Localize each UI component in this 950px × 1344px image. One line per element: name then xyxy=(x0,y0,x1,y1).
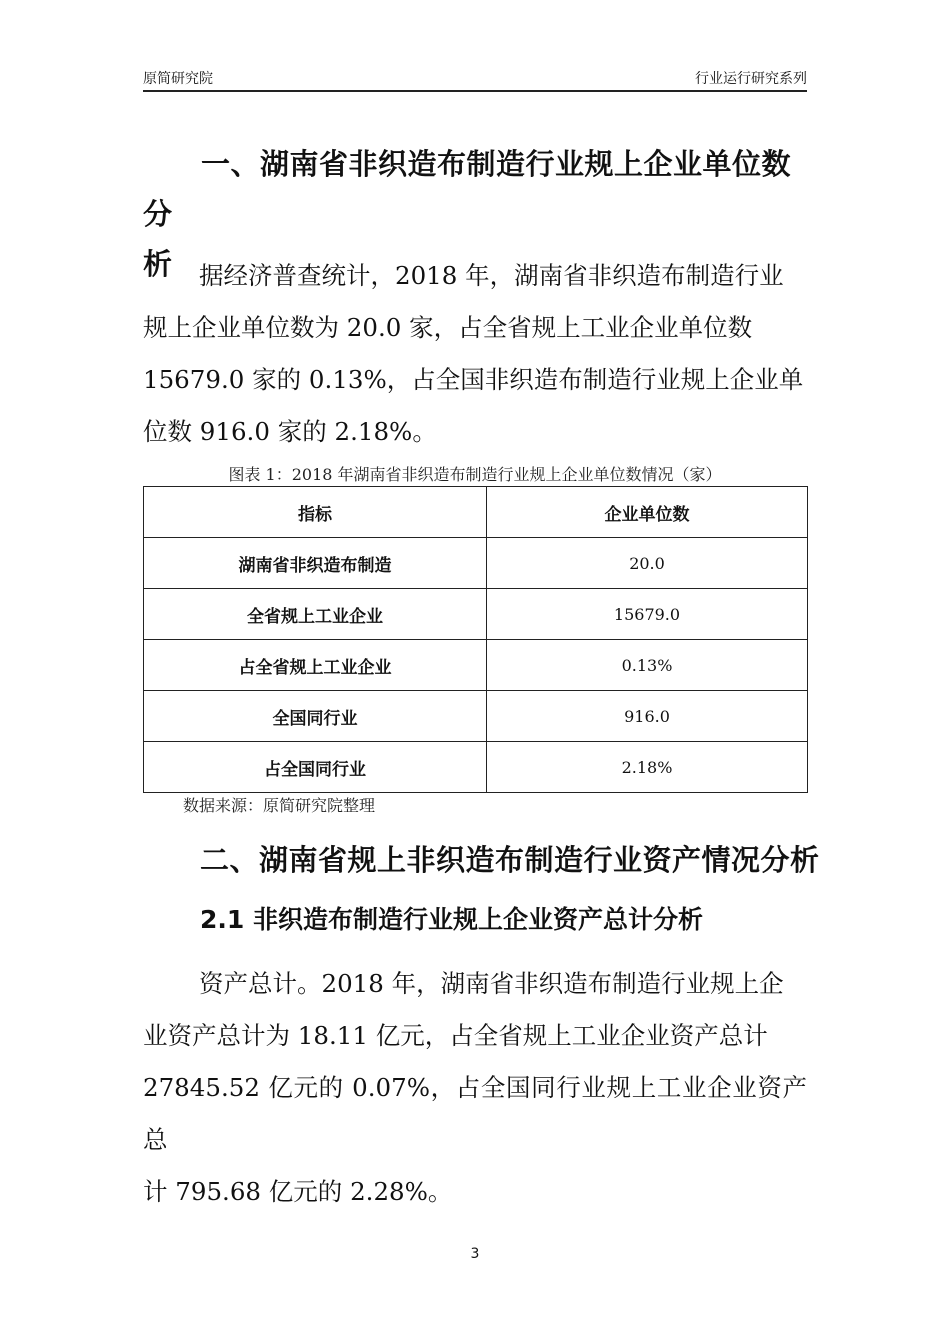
header-org-name: 原简研究院 xyxy=(143,71,213,87)
section1-heading-line2: 析 xyxy=(143,247,173,281)
table-row xyxy=(144,691,808,742)
section2-paragraph xyxy=(143,958,807,1218)
section1-para-line: 15679.0 家的 0.13%，占全国非织造布制造行业规上企业单 xyxy=(143,365,804,394)
table-header-row xyxy=(144,487,808,538)
section1-para-line: 据经济普查统计，2018 年，湖南省非织造布制造行业 xyxy=(199,261,784,290)
section2-1-subheading: 2.1 非织造布制造行业规上企业资产总计分析 xyxy=(200,905,703,934)
table-row xyxy=(144,742,808,793)
column-header-count: 企业单位数 xyxy=(487,487,808,538)
section2-para-line: 27845.52 亿元的 0.07%，占全国同行业规上工业企业资产总 xyxy=(143,1073,807,1154)
section1-para-line: 位数 916.0 家的 2.18%。 xyxy=(143,417,437,446)
row-label: 占全省规上工业企业 xyxy=(144,640,487,691)
enterprise-count-table xyxy=(143,486,808,793)
row-label: 占全国同行业 xyxy=(144,742,487,793)
row-value: 20.0 xyxy=(487,538,808,589)
section2-heading xyxy=(200,835,820,885)
table-row xyxy=(144,589,808,640)
table-row xyxy=(144,538,808,589)
row-label: 全省规上工业企业 xyxy=(144,589,487,640)
data-source-note: 数据来源：原简研究院整理 xyxy=(183,796,376,815)
section1-heading-line1: 一、湖南省非织造布制造行业规上企业单位数分 xyxy=(143,147,792,231)
section2-para-line: 业资产总计为 18.11 亿元，占全省规上工业企业资产总计 xyxy=(143,1021,768,1050)
page-number: 3 xyxy=(470,1246,480,1262)
row-value: 916.0 xyxy=(487,691,808,742)
table-row xyxy=(144,640,808,691)
column-header-indicator: 指标 xyxy=(144,487,487,538)
section1-para-line: 规上企业单位数为 20.0 家，占全省规上工业企业单位数 xyxy=(143,313,753,342)
row-value: 2.18% xyxy=(487,742,808,793)
row-label: 全国同行业 xyxy=(144,691,487,742)
row-label: 湖南省非织造布制造 xyxy=(144,538,487,589)
table-caption: 图表 1：2018 年湖南省非织造布制造行业规上企业单位数情况（家） xyxy=(228,465,722,484)
section2-heading-text: 二、湖南省规上非织造布制造行业资产情况分析 xyxy=(200,843,820,877)
row-value: 0.13% xyxy=(487,640,808,691)
section2-para-line: 计 795.68 亿元的 2.28%。 xyxy=(143,1177,453,1206)
section1-paragraph xyxy=(143,250,807,458)
page-header xyxy=(143,66,807,92)
row-value: 15679.0 xyxy=(487,589,808,640)
header-series-name: 行业运行研究系列 xyxy=(695,71,807,87)
section2-para-line: 资产总计。2018 年，湖南省非织造布制造行业规上企 xyxy=(199,969,784,998)
